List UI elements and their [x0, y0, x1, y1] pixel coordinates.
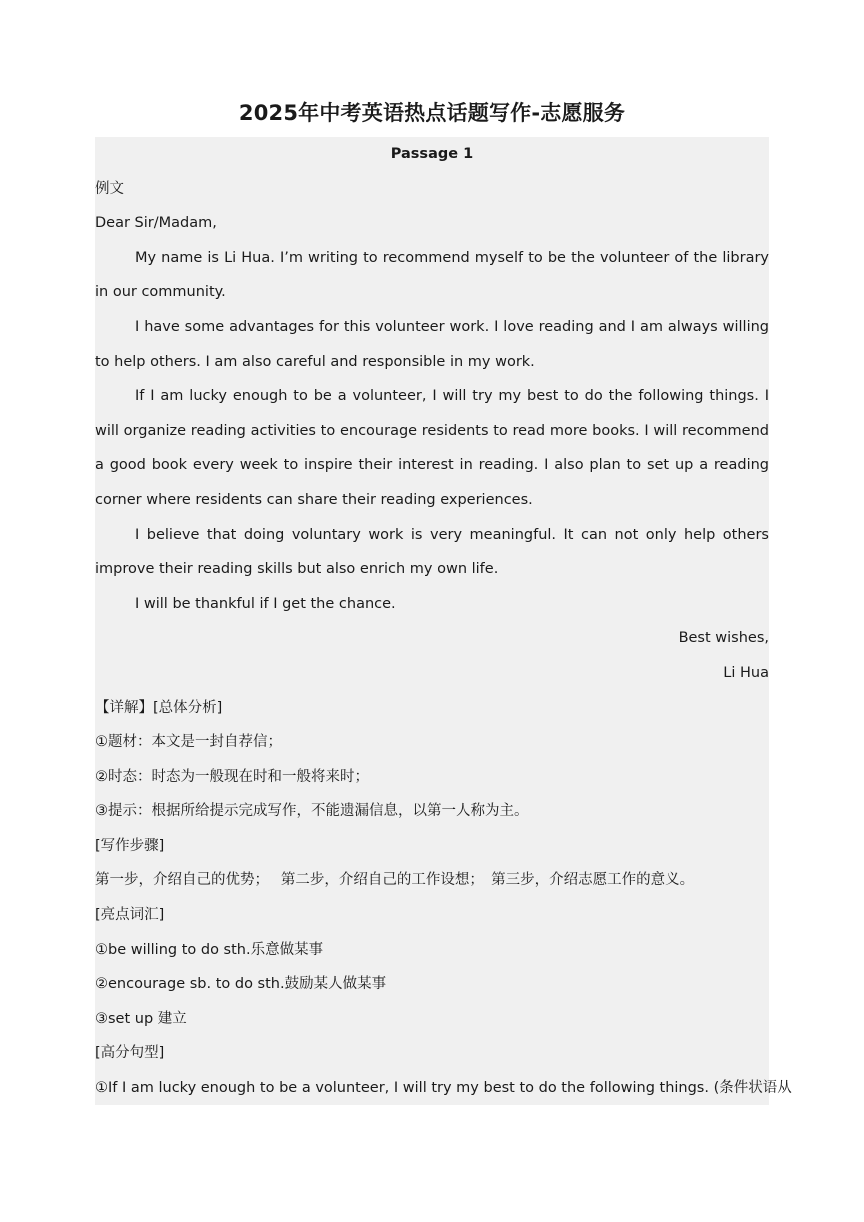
- sentence-heading: [高分句型]: [95, 1045, 165, 1062]
- letter-salutation: Dear Sir/Madam,: [95, 215, 217, 232]
- analysis-heading: 【详解】[总体分析]: [95, 699, 223, 716]
- vocab-item: ③set up 建立: [95, 1010, 187, 1027]
- letter-paragraph-3: If I am lucky enough to be a volunteer, I will try my best to do the following things. I will organize reading activities to encourage residents to read more books. I will recommend a good book every week to inspire their interest in reading. I also plan to set up a reading corner where residents can share their reading experiences.: [95, 388, 769, 508]
- vocab-item: ①be willing to do sth.乐意做某事: [95, 941, 324, 958]
- analysis-item: ③提示：根据所给提示完成写作，不能遗漏信息，以第一人称为主。: [95, 803, 529, 820]
- passage-content: [95, 137, 792, 1106]
- letter-closing: Best wishes,: [678, 630, 769, 647]
- vocab-heading: [亮点词汇]: [95, 907, 165, 924]
- sentence-item: ①If I am lucky enough to be a volunteer, I will try my best to do the following things. (条件状语从: [95, 1080, 792, 1097]
- vocab-item: ②encourage sb. to do sth.鼓励某人做某事: [95, 976, 387, 993]
- analysis-item: ②时态：时态为一般现在时和一般将来时；: [95, 768, 369, 785]
- letter-signature: Li Hua: [723, 664, 769, 681]
- letter-paragraph-1: My name is Li Hua. I’m writing to recommend myself to be the volunteer of the library in our community.: [95, 249, 769, 301]
- letter-paragraph-5: I will be thankful if I get the chance.: [135, 595, 396, 612]
- passage-heading: Passage 1: [390, 146, 474, 162]
- analysis-item: ①题材：本文是一封自荐信；: [95, 734, 282, 751]
- steps-text: 第一步，介绍自己的优势； 第二步，介绍自己的工作设想； 第三步，介绍志愿工作的意义。: [95, 872, 695, 889]
- steps-heading: [写作步骤]: [95, 837, 165, 854]
- example-label: 例文: [95, 180, 124, 197]
- letter-paragraph-2: I have some advantages for this volunteer work. I love reading and I am always willing to help others. I am also careful and responsible in my work.: [95, 318, 769, 370]
- letter-paragraph-4: I believe that doing voluntary work is very meaningful. It can not only help others improve their reading skills but also enrich my own life.: [95, 526, 769, 578]
- document-title: 2025年中考英语热点话题写作-志愿服务: [238, 101, 626, 125]
